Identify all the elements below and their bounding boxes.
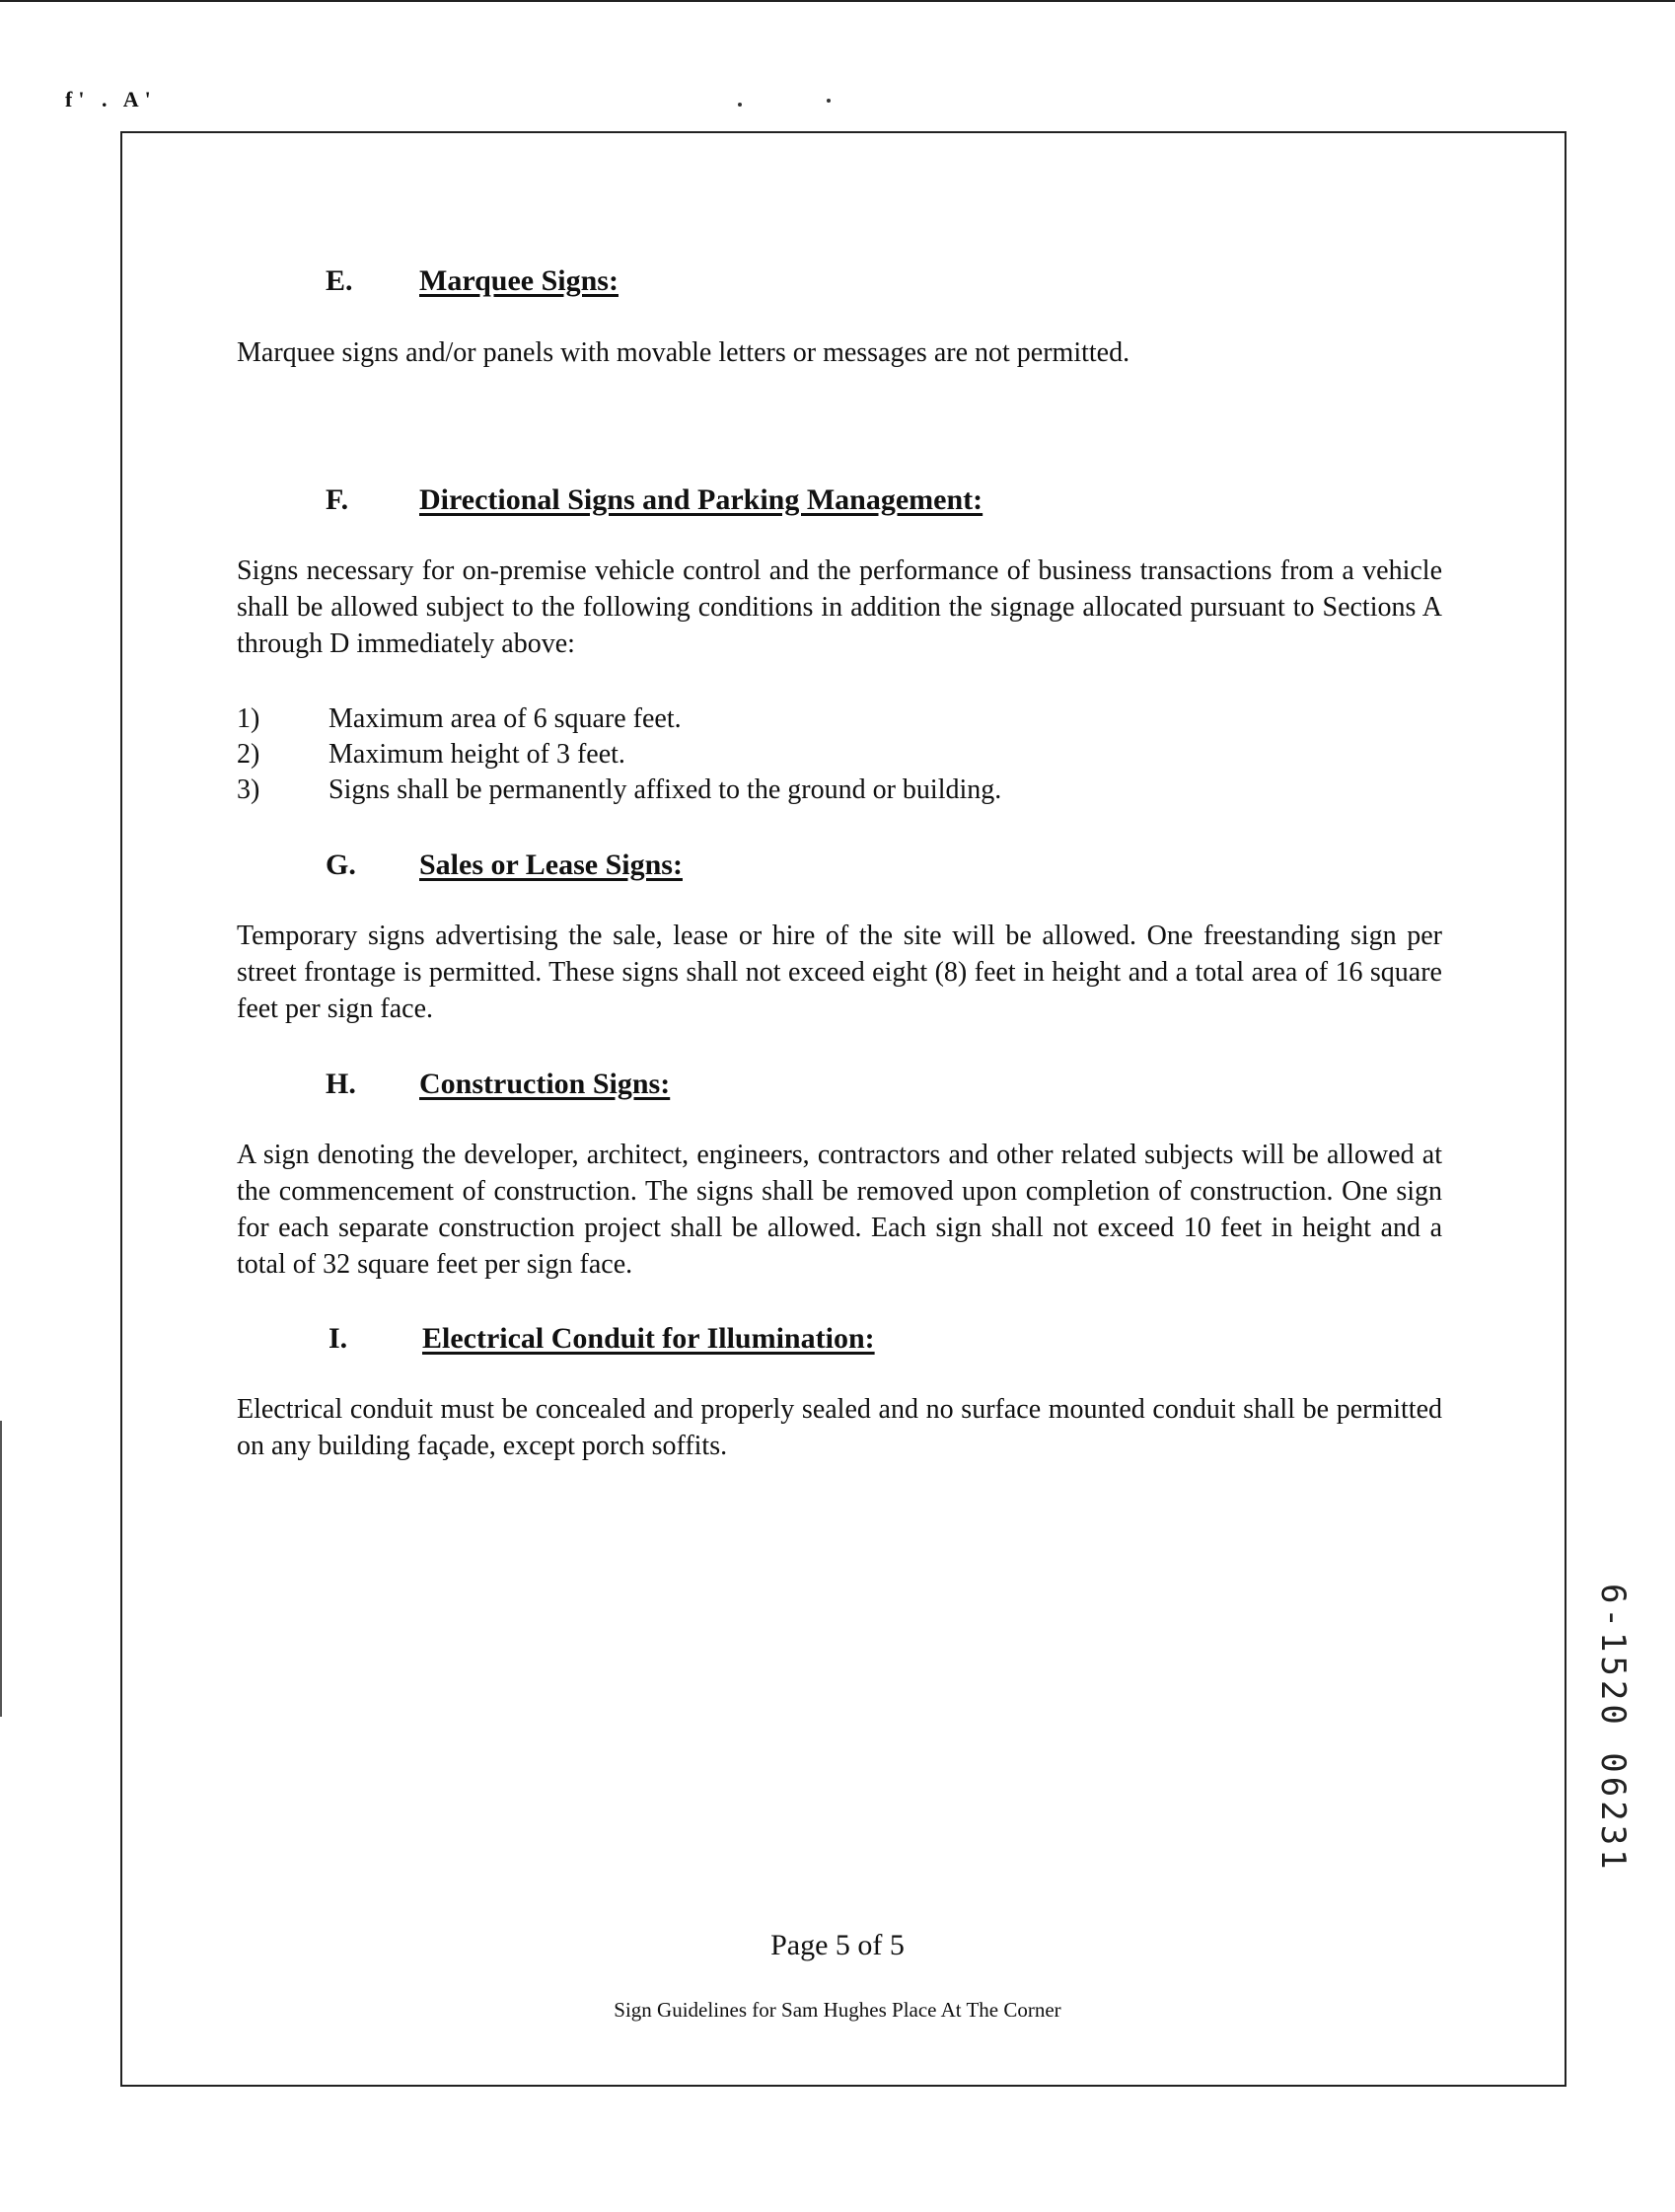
list-item bbox=[237, 737, 1223, 773]
section-g-body: Temporary signs advertising the sale, lease or hire of the site will be allowed. One freestanding sign per street frontage is permitted. These signs shall not exceed eight (8) feet in height and a total area of 16 square feet per sign face. bbox=[237, 921, 1442, 1024]
footer-document-title: Sign Guidelines for Sam Hughes Place At The Corner bbox=[614, 1998, 1061, 2022]
section-i-letter: I. bbox=[328, 1322, 348, 1355]
section-f-title: Directional Signs and Parking Management: bbox=[419, 483, 983, 516]
section-h-heading bbox=[326, 1068, 670, 1101]
section-i-title: Electrical Conduit for Illumination: bbox=[422, 1322, 875, 1355]
list-item-text: Signs shall be permanently affixed to the ground or building. bbox=[328, 774, 1002, 805]
section-f-letter: F. bbox=[326, 483, 349, 516]
scan-dot bbox=[827, 99, 831, 103]
list-item-number: 2) bbox=[237, 739, 260, 770]
section-f-body: Signs necessary for on-premise vehicle control and the performance of business transactions from a vehicle shall be allowed subject to the following conditions in addition the signage allocated pursuant to Sections A through D immediately above: bbox=[237, 555, 1442, 659]
scan-marks: f' . A' bbox=[65, 87, 157, 111]
scan-left-edge bbox=[0, 1421, 2, 1717]
section-e-heading bbox=[326, 264, 619, 298]
page-number: Page 5 of 5 bbox=[770, 1929, 905, 1961]
section-h-title: Construction Signs: bbox=[419, 1068, 671, 1100]
list-item-number: 3) bbox=[237, 774, 260, 805]
list-item bbox=[237, 701, 1223, 737]
section-e-letter: E. bbox=[326, 264, 353, 297]
list-item-text: Maximum height of 3 feet. bbox=[328, 739, 625, 770]
list-item-number: 1) bbox=[237, 703, 260, 734]
section-e-body: Marquee signs and/or panels with movable letters or messages are not permitted. bbox=[237, 337, 1130, 368]
scan-top-edge bbox=[0, 0, 1675, 2]
page-frame bbox=[120, 131, 1566, 2087]
section-g-heading bbox=[326, 848, 683, 882]
section-f-conditions-list bbox=[237, 701, 1223, 808]
section-g-letter: G. bbox=[326, 848, 356, 881]
list-item bbox=[237, 773, 1223, 808]
section-i-body: Electrical conduit must be concealed and properly sealed and no surface mounted conduit shall be permitted on any building façade, except porch soffits. bbox=[237, 1394, 1442, 1461]
side-docket-stamp: 6-1520 06231 bbox=[1593, 1584, 1633, 1874]
section-f-heading bbox=[326, 483, 983, 517]
section-g-title: Sales or Lease Signs: bbox=[419, 848, 683, 881]
section-h-body: A sign denoting the developer, architect, engineers, contractors and other related subjects will be allowed at the commencement of construction. The signs shall be removed upon completion of construction. One sign for each separate construction project shall be allowed. Each sign shall not exceed 10 feet in height and a total of 32 square feet per sign face. bbox=[237, 1140, 1442, 1280]
scan-dot bbox=[738, 103, 742, 107]
section-e-title: Marquee Signs: bbox=[419, 264, 619, 297]
list-item-text: Maximum area of 6 square feet. bbox=[328, 703, 682, 734]
section-h-letter: H. bbox=[326, 1068, 356, 1100]
section-i-heading bbox=[328, 1322, 875, 1356]
